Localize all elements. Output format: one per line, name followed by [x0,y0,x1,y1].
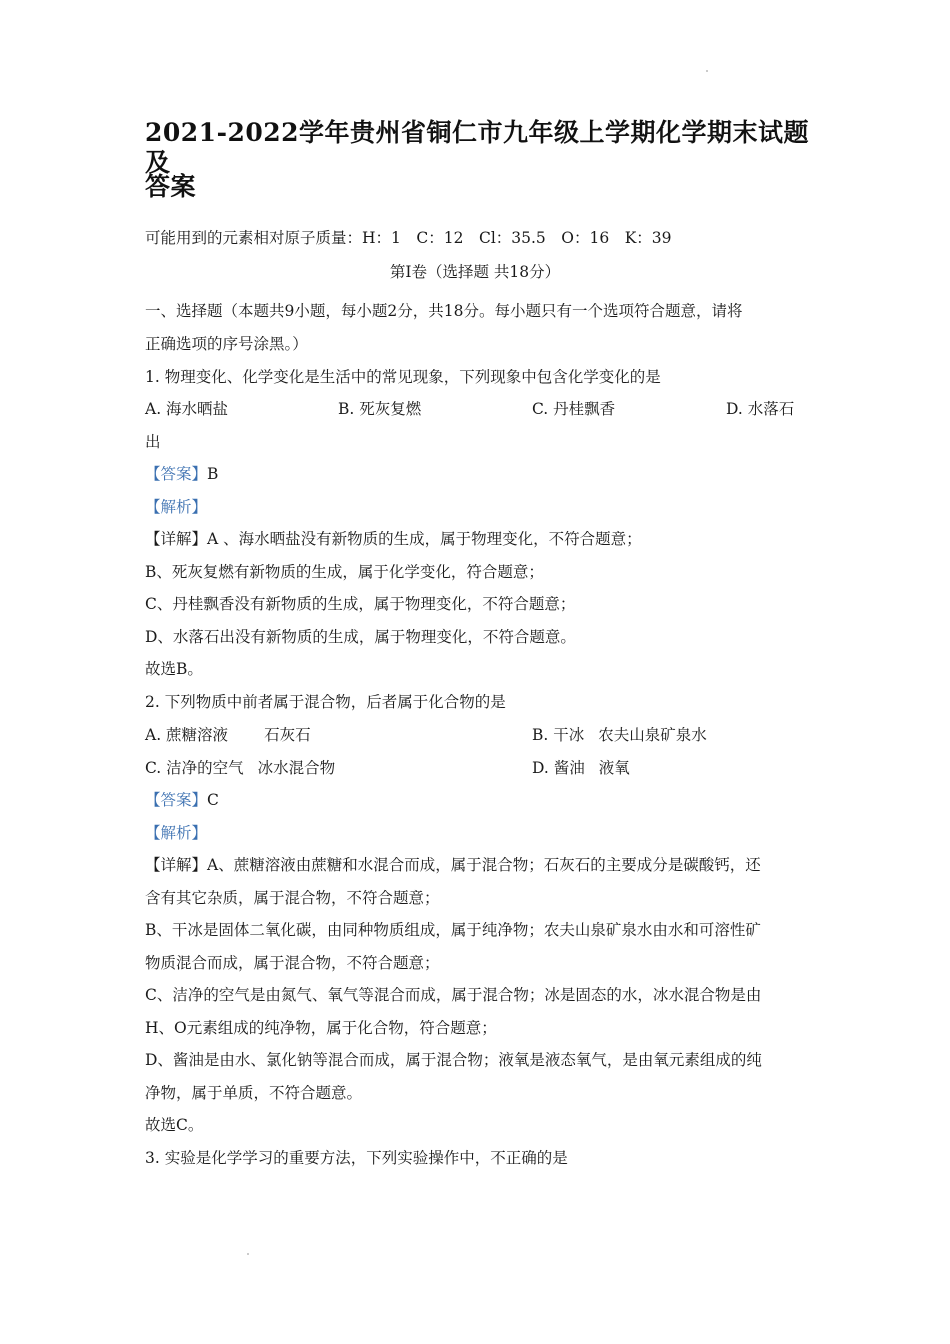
q2-detail-b-2: 物质混合而成，属于混合物，不符合题意； [145,954,440,972]
option-second: 农夫山泉矿泉水 [598,726,707,744]
scan-speck [247,1253,249,1255]
q1-detail-a [145,528,642,550]
q1-analysis-tag: 【解析】 [145,498,208,516]
part-instructions-line-1: 一、选择题（本题共9小题，每小题2分，共18分。每小题只有一个选项符合题意，请将 [145,302,743,320]
answer-value: B [207,465,219,483]
option-label: B. 干冰 [532,726,585,744]
detail-tag: 【详解】 [145,530,208,548]
document-title-line-2: 答案 [145,172,197,201]
q2-option-b [532,724,707,746]
detail-text: A 、海水晒盐没有新物质的生成，属于物理变化，不符合题意； [207,530,642,548]
question-3-stem: 3. 实验是化学学习的重要方法，下列实验操作中，不正确的是 [145,1149,568,1167]
q1-option-d-continued: 出 [145,433,161,451]
option-second: 冰水混合物 [257,759,336,777]
q1-option-a: A. 海水晒盐 [145,400,229,418]
scan-speck [706,70,708,72]
q1-option-c: C. 丹桂飘香 [532,400,616,418]
q1-detail-d: D、水落石出没有新物质的生成，属于物理变化，不符合题意。 [145,628,576,646]
q1-detail-c: C、丹桂飘香没有新物质的生成，属于物理变化，不符合题意； [145,595,576,613]
answer-tag: 【答案】 [145,465,208,483]
document-title-line-1: 2021-2022学年贵州省铜仁市九年级上学期化学期末试题及 [145,118,810,177]
part-instructions-line-2: 正确选项的序号涂黑。） [145,335,308,353]
q1-conclusion: 故选B。 [145,660,203,678]
section-header: 第Ⅰ卷（选择题 共18分） [389,263,561,281]
q2-analysis-tag: 【解析】 [145,824,208,842]
q2-detail-c-2: H、O元素组成的纯净物，属于化合物，符合题意； [145,1019,497,1037]
q2-detail-b-1: B、干冰是固体二氧化碳，由同种物质组成，属于纯净物；农夫山泉矿泉水由水和可溶性矿 [145,921,761,939]
question-2-stem: 2. 下列物质中前者属于混合物，后者属于化合物的是 [145,693,506,711]
q2-detail-a-1 [145,854,761,876]
option-label: D. 酱油 [532,759,585,777]
atomic-masses-note: 可能用到的元素相对原子质量：H：1 C：12 Cl：35.5 O：16 K：39 [145,229,672,247]
q2-option-d [532,757,630,779]
option-second: 液氧 [598,759,630,777]
q1-option-d: D. 水落石 [726,400,795,418]
q1-answer [145,463,218,485]
q2-detail-d-2: 净物，属于单质，不符合题意。 [145,1084,363,1102]
q2-answer [145,789,219,811]
q1-detail-b: B、死灰复燃有新物质的生成，属于化学变化，符合题意； [145,563,544,581]
option-label: C. 洁净的空气 [145,759,244,777]
answer-value: C [207,791,219,809]
option-second: 石灰石 [264,726,311,744]
question-1-stem: 1. 物理变化、化学变化是生活中的常见现象，下列现象中包含化学变化的是 [145,368,661,386]
q2-option-c [145,757,335,779]
q2-detail-a-2: 含有其它杂质，属于混合物，不符合题意； [145,889,440,907]
q1-option-b: B. 死灰复燃 [338,400,422,418]
q2-detail-c-1: C、洁净的空气是由氮气、氧气等混合而成，属于混合物；冰是固态的水，冰水混合物是由 [145,986,762,1004]
detail-tag: 【详解】 [145,856,208,874]
detail-text: A、蔗糖溶液由蔗糖和水混合而成，属于混合物；石灰石的主要成分是碳酸钙，还 [207,856,761,874]
q2-conclusion: 故选C。 [145,1116,204,1134]
q2-detail-d-1: D、酱油是由水、氯化钠等混合而成，属于混合物；液氧是液态氧气，是由氧元素组成的纯 [145,1051,762,1069]
option-label: A. 蔗糖溶液 [145,726,229,744]
answer-tag: 【答案】 [145,791,208,809]
q2-option-a [145,724,311,746]
